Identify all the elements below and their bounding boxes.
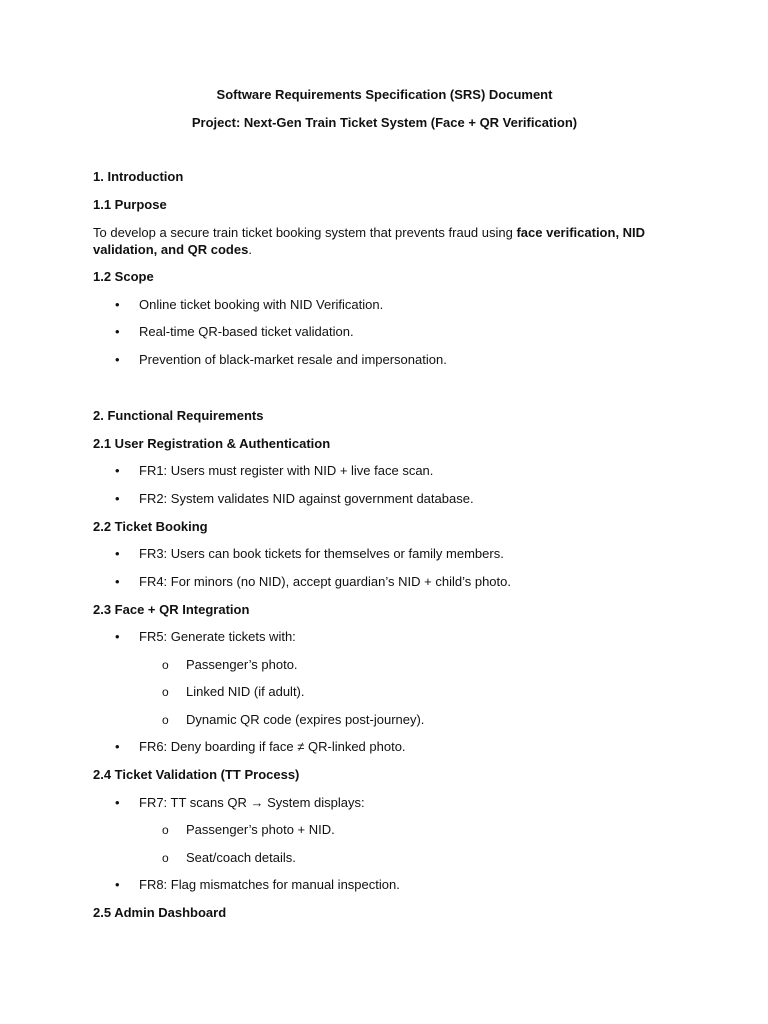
fr5-sub-list: [93, 656, 676, 729]
sub-bullet-icon: o: [162, 657, 169, 672]
registration-list: [93, 462, 676, 508]
bullet-icon: •: [115, 490, 120, 506]
list-item: • FR6: Deny boarding if face ≠ QR-linked photo.: [115, 739, 406, 754]
subheading-face-qr-integration: 2.3 Face + QR Integration: [93, 601, 250, 617]
validation-list: [93, 794, 676, 812]
sub-list-item: o Passenger’s photo + NID.: [162, 822, 335, 837]
bullet-icon: •: [115, 546, 120, 561]
section-heading-introduction: 1. Introduction: [93, 169, 184, 184]
sub-bullet-icon: o: [162, 823, 169, 837]
purpose-paragraph: [93, 224, 676, 258]
purpose-bold-text: face verification, NID validation, and QR codes: [93, 225, 646, 257]
bullet-icon: •: [115, 324, 120, 339]
bullet-icon: •: [115, 573, 120, 589]
bullet-icon: •: [115, 739, 120, 754]
document-title: Software Requirements Specification (SRS) Document: [216, 87, 553, 102]
sub-list-item: o Dynamic QR code (expires post-journey).: [162, 711, 425, 727]
fr7-sub-list: [93, 821, 676, 867]
list-item: • FR5: Generate tickets with:: [115, 629, 296, 644]
bullet-icon: •: [115, 794, 120, 810]
sub-bullet-icon: o: [162, 685, 169, 699]
list-item: • FR8: Flag mismatches for manual inspection.: [115, 877, 400, 892]
list-item: • Prevention of black-market resale and impersonation.: [115, 351, 447, 367]
bullet-icon: •: [115, 877, 120, 892]
subheading-ticket-booking: 2.2 Ticket Booking: [93, 518, 208, 534]
face-qr-list-continued: [93, 738, 676, 756]
bullet-icon: •: [115, 629, 120, 644]
list-item: • FR7: TT scans QR → System displays:: [115, 794, 365, 810]
bullet-icon: •: [115, 463, 120, 478]
bullet-icon: •: [115, 351, 120, 367]
subheading-admin-dashboard: 2.5 Admin Dashboard: [93, 905, 227, 920]
sub-bullet-icon: o: [162, 712, 169, 727]
sub-bullet-icon: o: [162, 850, 169, 865]
bullet-icon: •: [115, 296, 120, 312]
list-item: • Online ticket booking with NID Verification.: [115, 296, 384, 312]
list-item: • FR1: Users must register with NID + live face scan.: [115, 463, 434, 478]
list-item: • Real-time QR-based ticket validation.: [115, 324, 354, 339]
purpose-text: To develop a secure train ticket booking system that prevents fraud using: [93, 225, 517, 240]
subheading-user-registration: 2.1 User Registration & Authentication: [93, 435, 331, 451]
subheading-purpose: 1.1 Purpose: [93, 197, 167, 212]
section-heading-functional-requirements: 2. Functional Requirements: [93, 407, 264, 423]
subheading-scope: 1.2 Scope: [93, 269, 154, 284]
subheading-ticket-validation: 2.4 Ticket Validation (TT Process): [93, 767, 300, 782]
scope-list: [93, 296, 676, 369]
list-item: • FR2: System validates NID against government database.: [115, 490, 474, 506]
sub-list-item: o Linked NID (if adult).: [162, 684, 305, 699]
list-item: • FR3: Users can book tickets for themselves or family members.: [115, 546, 504, 561]
purpose-text-end: .: [248, 242, 252, 257]
sub-list-item: o Seat/coach details.: [162, 849, 296, 865]
sub-list-item: o Passenger’s photo.: [162, 656, 298, 672]
face-qr-list: [93, 628, 676, 646]
project-title: Project: Next-Gen Train Ticket System (Face + QR Verification): [191, 115, 578, 130]
list-item: • FR4: For minors (no NID), accept guardian’s NID + child’s photo.: [115, 573, 511, 589]
booking-list: [93, 545, 676, 591]
validation-list-continued: [93, 876, 676, 894]
